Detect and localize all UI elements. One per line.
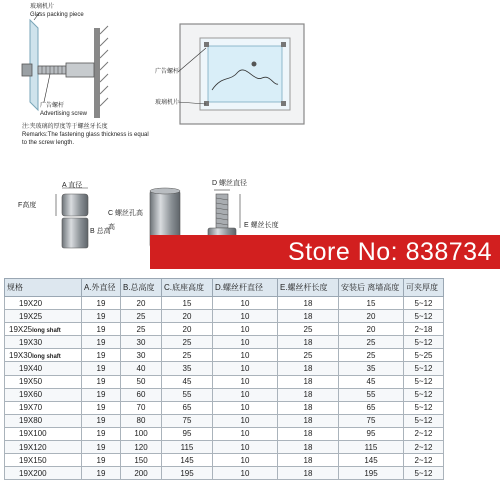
cell-b: 25 — [121, 310, 162, 323]
table-row — [5, 388, 444, 401]
size-value: 19X70 — [19, 403, 43, 413]
cell-b: 70 — [121, 401, 162, 414]
glass-label-cn: 玻璃机片 — [30, 4, 55, 10]
cell-a: 19 — [82, 467, 121, 480]
install-diagram-drawing — [0, 0, 170, 120]
cell-c: 145 — [162, 454, 213, 467]
cell-b: 120 — [121, 441, 162, 454]
cell-size — [5, 414, 82, 427]
label-c-height-suffix: 高 — [108, 224, 115, 231]
table-row — [5, 454, 444, 467]
cell-e: 18 — [278, 427, 339, 440]
cell-e: 18 — [278, 336, 339, 349]
cell-size — [5, 401, 82, 414]
cell-size — [5, 375, 82, 388]
spec-table-body — [5, 297, 444, 480]
cell-wall: 20 — [339, 323, 404, 336]
cell-d: 10 — [213, 388, 278, 401]
cell-wall: 145 — [339, 454, 404, 467]
cell-e: 18 — [278, 454, 339, 467]
cell-e: 18 — [278, 414, 339, 427]
cell-clamp: 5~12 — [404, 401, 444, 414]
cell-clamp: 5~12 — [404, 375, 444, 388]
table-row — [5, 375, 444, 388]
cell-size — [5, 388, 82, 401]
cell-e: 25 — [278, 323, 339, 336]
cell-e: 18 — [278, 467, 339, 480]
cell-d: 10 — [213, 441, 278, 454]
cell-c: 45 — [162, 375, 213, 388]
cell-c: 195 — [162, 467, 213, 480]
size-value: 19X25 — [19, 311, 43, 321]
table-row — [5, 362, 444, 375]
cell-b: 40 — [121, 362, 162, 375]
cell-wall: 20 — [339, 310, 404, 323]
frame-glass-label: 玻璃机片 — [155, 100, 180, 106]
col-size: 规格 — [5, 279, 82, 297]
cell-d: 10 — [213, 454, 278, 467]
cell-d: 10 — [213, 297, 278, 310]
cell-d: 10 — [213, 336, 278, 349]
table-row — [5, 349, 444, 362]
cell-b: 100 — [121, 427, 162, 440]
cell-c: 20 — [162, 310, 213, 323]
table-row — [5, 414, 444, 427]
cell-size — [5, 297, 82, 310]
cell-clamp: 2~12 — [404, 427, 444, 440]
cell-d: 10 — [213, 414, 278, 427]
cell-c: 95 — [162, 427, 213, 440]
cell-wall: 15 — [339, 297, 404, 310]
cell-a: 19 — [82, 349, 121, 362]
cell-c: 75 — [162, 414, 213, 427]
cell-e: 18 — [278, 375, 339, 388]
col-e-screw-length: E.螺丝杆长度 — [278, 279, 339, 297]
cell-a: 19 — [82, 441, 121, 454]
cell-a: 19 — [82, 297, 121, 310]
note-en-2: to the screw length. — [22, 140, 75, 146]
size-note: long shaft — [32, 327, 61, 334]
cell-wall: 25 — [339, 349, 404, 362]
cell-clamp: 5~12 — [404, 467, 444, 480]
cell-d: 10 — [213, 310, 278, 323]
table-row — [5, 401, 444, 414]
cell-a: 19 — [82, 336, 121, 349]
cell-clamp: 5~12 — [404, 336, 444, 349]
size-value: 19X80 — [19, 416, 43, 426]
cell-clamp: 5~12 — [404, 310, 444, 323]
cell-e: 18 — [278, 401, 339, 414]
cell-c: 115 — [162, 441, 213, 454]
cell-d: 10 — [213, 323, 278, 336]
table-row — [5, 467, 444, 480]
table-row — [5, 310, 444, 323]
cell-c: 65 — [162, 401, 213, 414]
cell-b: 150 — [121, 454, 162, 467]
cell-e: 18 — [278, 441, 339, 454]
cell-wall: 195 — [339, 467, 404, 480]
store-watermark: Store No: 838734 — [150, 235, 500, 269]
note-cn: 注:夹玻璃的厚度等于螺丝牙长度 — [22, 124, 108, 130]
size-value: 19X100 — [19, 429, 47, 439]
cell-d: 10 — [213, 467, 278, 480]
table-row — [5, 427, 444, 440]
cell-a: 19 — [82, 388, 121, 401]
cell-size — [5, 349, 82, 362]
cell-c: 25 — [162, 349, 213, 362]
cell-size — [5, 427, 82, 440]
cell-b: 25 — [121, 323, 162, 336]
cell-a: 19 — [82, 427, 121, 440]
size-value: 19X200 — [19, 468, 47, 478]
cell-clamp: 5~25 — [404, 349, 444, 362]
size-value: 19X50 — [19, 377, 43, 387]
spec-table-header — [5, 279, 444, 297]
label-c-hole-height: C 螺丝孔高 — [108, 210, 143, 217]
cell-b: 50 — [121, 375, 162, 388]
cell-wall: 35 — [339, 362, 404, 375]
cell-clamp: 5~12 — [404, 414, 444, 427]
label-a-diameter: A 直径 — [62, 182, 83, 189]
cell-size — [5, 467, 82, 480]
cell-b: 30 — [121, 336, 162, 349]
screw-label-en: Advertising screw — [40, 111, 88, 117]
cell-b: 200 — [121, 467, 162, 480]
cell-clamp: 5~12 — [404, 362, 444, 375]
cell-clamp: 2~18 — [404, 323, 444, 336]
cell-b: 30 — [121, 349, 162, 362]
glass-label-en: Glass packing piece — [30, 12, 84, 18]
cell-wall: 95 — [339, 427, 404, 440]
size-value: 19X25 — [9, 324, 33, 334]
cell-size — [5, 310, 82, 323]
note-en-1: Remarks:The fastening glass thickness is equal — [22, 132, 149, 138]
cell-a: 19 — [82, 323, 121, 336]
cell-size — [5, 362, 82, 375]
col-d-screw-diameter: D.螺丝杆直径 — [213, 279, 278, 297]
label-f-height: F高度 — [18, 202, 37, 209]
size-value: 19X20 — [19, 298, 43, 308]
cell-wall: 55 — [339, 388, 404, 401]
cell-e: 18 — [278, 297, 339, 310]
label-b-total-height: B 总高 — [90, 228, 111, 235]
cell-d: 10 — [213, 362, 278, 375]
frame-screw-label: 广告螺杆 — [155, 69, 180, 75]
cell-size — [5, 323, 82, 336]
cell-a: 19 — [82, 362, 121, 375]
cell-clamp: 5~12 — [404, 388, 444, 401]
cell-a: 19 — [82, 401, 121, 414]
cell-wall: 25 — [339, 336, 404, 349]
cell-clamp: 2~12 — [404, 441, 444, 454]
cell-b: 60 — [121, 388, 162, 401]
table-row — [5, 323, 444, 336]
cell-size — [5, 441, 82, 454]
label-d-screw-diameter: D 螺丝直径 — [212, 180, 247, 187]
cell-a: 19 — [82, 310, 121, 323]
spec-table — [4, 278, 444, 480]
cell-c: 55 — [162, 388, 213, 401]
table-row — [5, 441, 444, 454]
cell-a: 19 — [82, 454, 121, 467]
install-diagram — [0, 0, 170, 150]
cell-a: 19 — [82, 414, 121, 427]
col-clamp-thickness: 可夹厚度 — [404, 279, 444, 297]
col-b-total-height: B.总高度 — [121, 279, 162, 297]
cell-b: 80 — [121, 414, 162, 427]
cell-d: 10 — [213, 427, 278, 440]
cell-clamp: 5~12 — [404, 297, 444, 310]
label-e-screw-length: E 螺丝长度 — [244, 222, 279, 229]
cell-d: 10 — [213, 375, 278, 388]
cell-a: 19 — [82, 375, 121, 388]
cell-e: 18 — [278, 310, 339, 323]
col-wall-distance: 安装后 离墙高度 — [339, 279, 404, 297]
size-note: long shaft — [32, 353, 61, 360]
screw-label-cn: 广告螺杆 — [40, 103, 65, 109]
cell-c: 15 — [162, 297, 213, 310]
cell-c: 20 — [162, 323, 213, 336]
cell-size — [5, 336, 82, 349]
size-value: 19X150 — [19, 455, 47, 465]
cell-b: 20 — [121, 297, 162, 310]
size-value: 19X60 — [19, 390, 43, 400]
cell-d: 10 — [213, 349, 278, 362]
table-row — [5, 297, 444, 310]
frame-diagram — [150, 20, 310, 130]
size-value: 19X40 — [19, 364, 43, 374]
cell-e: 18 — [278, 388, 339, 401]
size-value: 19X120 — [19, 442, 47, 452]
cell-wall: 115 — [339, 441, 404, 454]
table-row — [5, 336, 444, 349]
cell-wall: 75 — [339, 414, 404, 427]
cell-e: 18 — [278, 362, 339, 375]
cell-size — [5, 454, 82, 467]
cell-c: 35 — [162, 362, 213, 375]
cell-wall: 65 — [339, 401, 404, 414]
size-value: 19X30 — [19, 337, 43, 347]
cell-clamp: 2~12 — [404, 454, 444, 467]
col-c-base-height: C.底座高度 — [162, 279, 213, 297]
cell-e: 25 — [278, 349, 339, 362]
cell-wall: 45 — [339, 375, 404, 388]
cell-d: 10 — [213, 401, 278, 414]
cell-c: 25 — [162, 336, 213, 349]
size-value: 19X30 — [9, 350, 33, 360]
col-a-outer-diameter: A.外直径 — [82, 279, 121, 297]
